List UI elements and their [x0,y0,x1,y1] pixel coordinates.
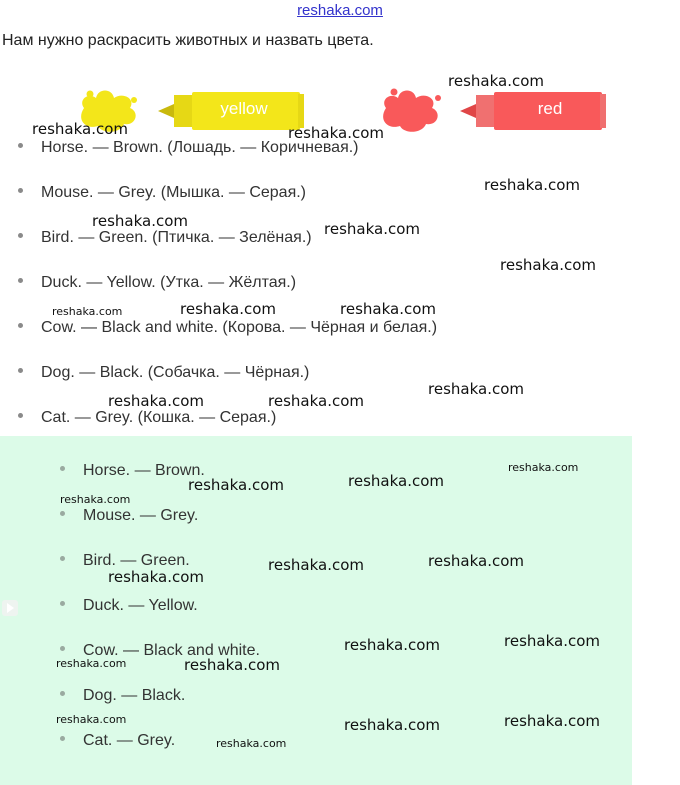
list-item: Cow. — Black and white. (Корова. — Чёрная и белая.) [18,319,437,337]
answer-item: Bird. — Green. [60,552,190,570]
watermark: reshaka.com [184,656,280,674]
watermark: reshaka.com [340,300,436,318]
answer-item: Horse. — Brown. [60,462,205,480]
watermark: reshaka.com [344,636,440,654]
watermark: reshaka.com [448,72,544,90]
watermark: reshaka.com [508,461,579,474]
watermark: reshaka.com [288,124,384,142]
answer-item: Cat. — Grey. [60,732,175,750]
bullet-icon [60,736,65,741]
list-item: Cat. — Grey. (Кошка. — Серая.) [18,409,276,427]
watermark: reshaka.com [428,380,524,398]
watermark: reshaka.com [92,212,188,230]
list-item: Bird. — Green. (Птичка. — Зелёная.) [18,229,312,247]
watermark: reshaka.com [180,300,276,318]
watermark: reshaka.com [484,176,580,194]
watermark: reshaka.com [428,552,524,570]
answer-item: Dog. — Black. [60,687,185,705]
watermark: reshaka.com [268,556,364,574]
watermark: reshaka.com [60,493,131,506]
watermark: reshaka.com [108,568,204,586]
watermark: reshaka.com [324,220,420,238]
site-link[interactable]: reshaka.com [297,2,383,19]
watermark: reshaka.com [216,737,287,750]
red-splash-icon [376,86,446,134]
answer-item: Duck. — Yellow. [60,597,198,615]
instruction-text: Нам нужно раскрасить животных и назвать цвета. [2,32,374,49]
bullet-icon [18,233,23,238]
bullet-icon [18,188,23,193]
yellow-label: yellow [220,99,268,118]
watermark: reshaka.com [268,392,364,410]
bullet-icon [60,691,65,696]
watermark: reshaka.com [32,120,128,138]
watermark: reshaka.com [504,632,600,650]
list-item: Horse. — Brown. (Лошадь. — Коричневая.) [18,139,359,157]
list-item: Mouse. — Grey. (Мышка. — Серая.) [18,184,306,202]
bullet-icon [18,368,23,373]
watermark: reshaka.com [500,256,596,274]
bullet-icon [60,601,65,606]
bullet-icon [18,143,23,148]
watermark: reshaka.com [504,712,600,730]
watermark: reshaka.com [52,305,123,318]
list-item: Dog. — Black. (Собачка. — Чёрная.) [18,364,309,382]
red-label: red [537,99,563,118]
bullet-icon [60,511,65,516]
answer-box [0,436,632,785]
bullet-icon [18,413,23,418]
answer-item: Mouse. — Grey. [60,507,198,525]
bullet-icon [60,466,65,471]
watermark: reshaka.com [56,657,127,670]
bullet-icon [60,646,65,651]
list-item: Duck. — Yellow. (Утка. — Жёлтая.) [18,274,296,292]
watermark: reshaka.com [188,476,284,494]
watermark: reshaka.com [344,716,440,734]
watermark: reshaka.com [56,713,127,726]
red-marker [376,86,606,134]
watermark: reshaka.com [348,472,444,490]
watermark: reshaka.com [108,392,204,410]
answer-item: Cow. — Black and white. [60,642,260,660]
bullet-icon [18,323,23,328]
bullet-icon [18,278,23,283]
bullet-icon [60,556,65,561]
play-icon[interactable] [2,600,18,616]
